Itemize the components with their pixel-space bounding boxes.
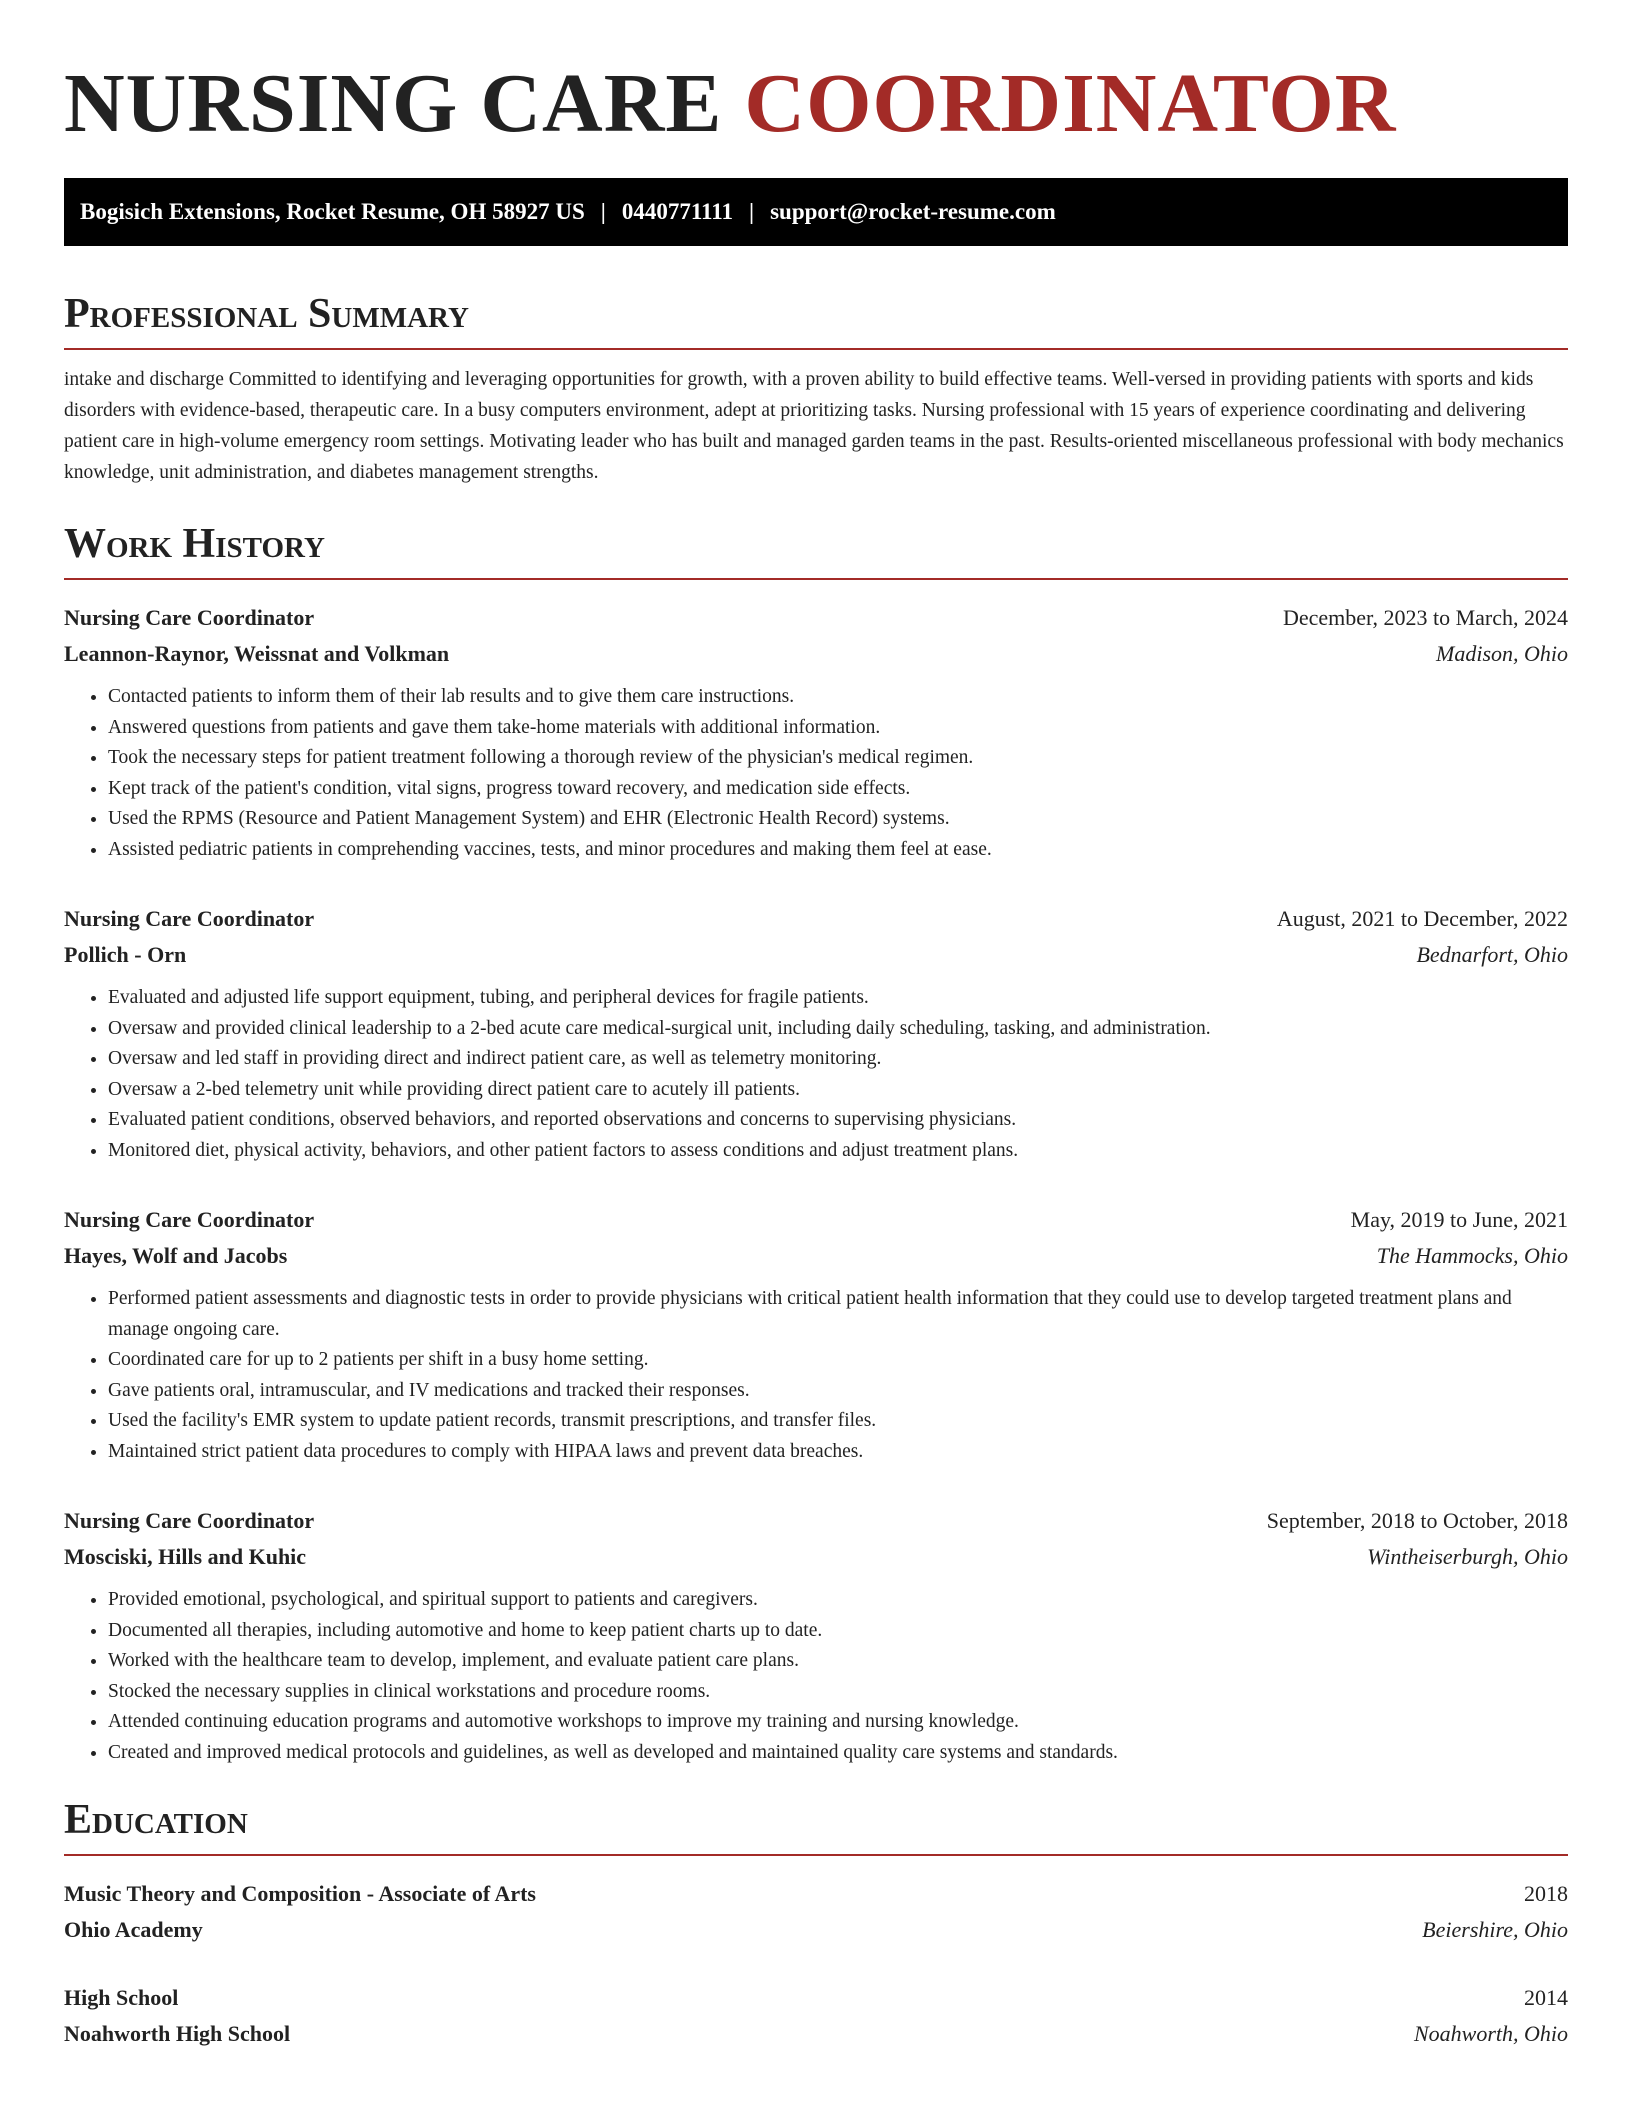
contact-email: support@rocket-resume.com: [770, 199, 1056, 224]
job-bullet: • Oversaw and led staff in providing direct and indirect patient care, as well as telemetry monitoring.: [108, 1044, 1568, 1075]
education-school: Noahworth High School: [64, 2021, 291, 2046]
education-entry: [64, 1876, 1568, 1948]
job-bullet: • Documented all therapies, including automotive and home to keep patient charts up to date.: [108, 1616, 1568, 1647]
job-bullet: • Used the RPMS (Resource and Patient Management System) and EHR (Electronic Health Record) systems.: [108, 804, 1568, 835]
job-location: Madison, Ohio: [1436, 641, 1568, 666]
job-bullet: • Oversaw and provided clinical leadership to a 2-bed acute care medical-surgical unit, including daily scheduling, tasking, and administration.: [108, 1014, 1568, 1045]
education-degree-row: [64, 1980, 1568, 2016]
education-degree: High School: [64, 1985, 179, 2010]
education-year: 2014: [1524, 1985, 1568, 2010]
job-location: The Hammocks, Ohio: [1376, 1243, 1568, 1268]
job-bullet: • Oversaw a 2-bed telemetry unit while providing direct patient care to acutely ill patients.: [108, 1075, 1568, 1106]
job-bullet: • Took the necessary steps for patient treatment following a thorough review of the physician's medical regimen.: [108, 743, 1568, 774]
job-entry: [64, 600, 1568, 865]
education-degree: Music Theory and Composition - Associate of Arts: [64, 1881, 536, 1906]
job-bullet-list: [64, 682, 1568, 865]
job-bullet: • Maintained strict patient data procedures to comply with HIPAA laws and prevent data breaches.: [108, 1437, 1568, 1468]
job-bullet: • Coordinated care for up to 2 patients per shift in a busy home setting.: [108, 1345, 1568, 1376]
contact-separator: |: [749, 199, 755, 224]
job-location: Bednarfort, Ohio: [1416, 942, 1568, 967]
education-section: [64, 1796, 1568, 2052]
job-bullet: • Monitored diet, physical activity, behaviors, and other patient factors to assess conditions and adjust treatment plans.: [108, 1136, 1568, 1167]
section-heading-work-history: Work History: [64, 520, 1568, 580]
job-dates: August, 2021 to December, 2022: [1276, 906, 1568, 931]
job-entry: [64, 1202, 1568, 1467]
contact-phone: 0440771111: [621, 199, 734, 224]
job-bullet: • Gave patients oral, intramuscular, and IV medications and tracked their responses.: [108, 1376, 1568, 1407]
job-title-row: [64, 1503, 1568, 1539]
job-title: Nursing Care Coordinator: [64, 605, 315, 630]
job-bullet: • Evaluated and adjusted life support equipment, tubing, and peripheral devices for fragile patients.: [108, 983, 1568, 1014]
title-role-accent: COORDINATOR: [744, 57, 1397, 150]
section-heading-education: Education: [64, 1796, 1568, 1856]
job-bullet: • Attended continuing education programs and automotive workshops to improve my training and nursing knowledge.: [108, 1707, 1568, 1738]
job-company: Mosciski, Hills and Kuhic: [64, 1544, 307, 1569]
job-bullet: • Stocked the necessary supplies in clinical workstations and procedure rooms.: [108, 1677, 1568, 1708]
job-bullet: • Provided emotional, psychological, and spiritual support to patients and caregivers.: [108, 1585, 1568, 1616]
job-dates: September, 2018 to October, 2018: [1266, 1508, 1568, 1533]
job-bullet: • Performed patient assessments and diagnostic tests in order to provide physicians with critical patient health information that they could use to develop targeted treatment plans and manage ongoing care.: [108, 1284, 1568, 1345]
job-company: Pollich - Orn: [64, 942, 187, 967]
education-year: 2018: [1524, 1881, 1568, 1906]
job-title: Nursing Care Coordinator: [64, 1508, 315, 1533]
job-location: Wintheiserburgh, Ohio: [1367, 1544, 1568, 1569]
job-bullet: • Kept track of the patient's condition, vital signs, progress toward recovery, and medication side effects.: [108, 774, 1568, 805]
job-entry: [64, 1503, 1568, 1768]
job-title-row: [64, 901, 1568, 937]
contact-separator: |: [600, 199, 606, 224]
contact-bar: [64, 178, 1568, 246]
job-bullet: • Answered questions from patients and gave them take-home materials with additional information.: [108, 713, 1568, 744]
job-dates: December, 2023 to March, 2024: [1282, 605, 1568, 630]
summary-text: intake and discharge Committed to identifying and leveraging opportunities for growth, with a proven ability to build effective teams. Well-versed in providing patients with sports and kids disorders with evidence-based, therapeutic care. In a busy computers environment, adept at prioritizing tasks. Nursing professional with 15 years of experience coordinating and delivering patient care in high-volume emergency room settings. Motivating leader who has built and managed garden teams in the past. Results-oriented miscellaneous professional with body mechanics knowledge, unit administration, and diabetes management strengths.: [64, 369, 1564, 483]
education-entry: [64, 1980, 1568, 2052]
job-title: Nursing Care Coordinator: [64, 1207, 315, 1232]
job-bullet: • Used the facility's EMR system to update patient records, transmit prescriptions, and transfer files.: [108, 1406, 1568, 1437]
job-bullet-list: [64, 983, 1568, 1166]
job-company-row: [64, 1238, 1568, 1274]
job-dates: May, 2019 to June, 2021: [1350, 1207, 1568, 1232]
resume-title: [64, 56, 1568, 152]
education-school: Ohio Academy: [64, 1917, 203, 1942]
job-company-row: [64, 1539, 1568, 1575]
job-title-row: [64, 600, 1568, 636]
job-company-row: [64, 636, 1568, 672]
education-school-row: [64, 2016, 1568, 2052]
job-company: Leannon-Raynor, Weissnat and Volkman: [64, 641, 450, 666]
work-history-section: [64, 520, 1568, 1768]
education-location: Noahworth, Ohio: [1413, 2021, 1568, 2046]
job-bullet-list: [64, 1585, 1568, 1768]
job-bullet: • Worked with the healthcare team to develop, implement, and evaluate patient care plans.: [108, 1646, 1568, 1677]
job-title: Nursing Care Coordinator: [64, 906, 315, 931]
professional-summary-section: [64, 290, 1568, 488]
job-bullet: • Created and improved medical protocols and guidelines, as well as developed and maintained quality care systems and standards.: [108, 1738, 1568, 1769]
job-company: Hayes, Wolf and Jacobs: [64, 1243, 288, 1268]
contact-address: Bogisich Extensions, Rocket Resume, OH 58927 US: [80, 199, 585, 224]
job-entry: [64, 901, 1568, 1166]
education-school-row: [64, 1912, 1568, 1948]
job-bullet: • Evaluated patient conditions, observed behaviors, and reported observations and concerns to supervising physicians.: [108, 1105, 1568, 1136]
job-bullet-list: [64, 1284, 1568, 1467]
job-bullet: • Assisted pediatric patients in comprehending vaccines, tests, and minor procedures and making them feel at ease.: [108, 835, 1568, 866]
education-location: Beiershire, Ohio: [1422, 1917, 1568, 1942]
education-degree-row: [64, 1876, 1568, 1912]
section-heading-summary: Professional Summary: [64, 290, 1568, 350]
job-title-row: [64, 1202, 1568, 1238]
title-role: NURSING CARE: [64, 57, 723, 150]
job-company-row: [64, 937, 1568, 973]
job-bullet: • Contacted patients to inform them of their lab results and to give them care instructions.: [108, 682, 1568, 713]
